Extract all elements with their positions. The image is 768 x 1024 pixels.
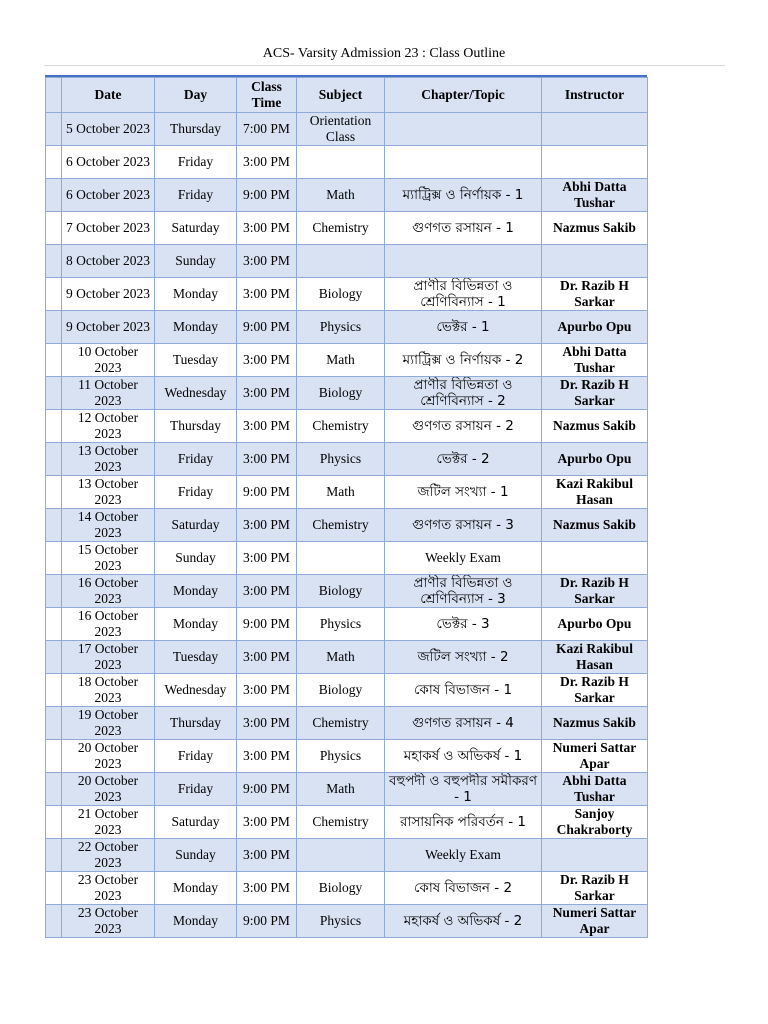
cell-instructor: Nazmus Sakib [542, 707, 648, 740]
cell-date: 13 October 2023 [62, 476, 155, 509]
cell-chapter-topic [385, 146, 542, 179]
cell-chapter-topic: রাসায়নিক পরিবর্তন - 1 [385, 806, 542, 839]
cell-class-time: 3:00 PM [237, 641, 297, 674]
cell-day: Saturday [155, 212, 237, 245]
cell-day: Tuesday [155, 344, 237, 377]
cell-class-time: 3:00 PM [237, 542, 297, 575]
row-gutter [46, 377, 62, 410]
row-gutter [46, 674, 62, 707]
cell-instructor [542, 245, 648, 278]
cell-subject [297, 146, 385, 179]
cell-class-time: 3:00 PM [237, 674, 297, 707]
class-outline-table-container [45, 75, 647, 938]
table-row [46, 773, 648, 806]
header-chapter-topic: Chapter/Topic [385, 78, 542, 113]
table-row [46, 740, 648, 773]
cell-chapter-topic: গুণগত রসায়ন - 2 [385, 410, 542, 443]
cell-day: Thursday [155, 113, 237, 146]
row-gutter [46, 707, 62, 740]
row-gutter [46, 245, 62, 278]
cell-date: 17 October 2023 [62, 641, 155, 674]
table-row [46, 509, 648, 542]
cell-instructor: Dr. Razib H Sarkar [542, 278, 648, 311]
row-gutter [46, 608, 62, 641]
cell-chapter-topic: Weekly Exam [385, 839, 542, 872]
cell-date: 5 October 2023 [62, 113, 155, 146]
cell-instructor: Apurbo Opu [542, 443, 648, 476]
cell-class-time: 9:00 PM [237, 476, 297, 509]
row-gutter [46, 212, 62, 245]
cell-instructor: Dr. Razib H Sarkar [542, 872, 648, 905]
table-row [46, 476, 648, 509]
cell-date: 18 October 2023 [62, 674, 155, 707]
table-row [46, 146, 648, 179]
cell-instructor: Nazmus Sakib [542, 212, 648, 245]
cell-subject: Physics [297, 443, 385, 476]
cell-subject: Chemistry [297, 509, 385, 542]
cell-subject: Math [297, 641, 385, 674]
cell-chapter-topic [385, 113, 542, 146]
cell-date: 15 October 2023 [62, 542, 155, 575]
cell-class-time: 3:00 PM [237, 872, 297, 905]
cell-instructor: Abhi Datta Tushar [542, 179, 648, 212]
cell-subject [297, 839, 385, 872]
row-gutter [46, 410, 62, 443]
table-row [46, 443, 648, 476]
cell-instructor [542, 113, 648, 146]
cell-chapter-topic: গুণগত রসায়ন - 3 [385, 509, 542, 542]
cell-class-time: 3:00 PM [237, 344, 297, 377]
cell-class-time: 3:00 PM [237, 509, 297, 542]
cell-day: Sunday [155, 839, 237, 872]
cell-day: Friday [155, 740, 237, 773]
title-divider [44, 65, 725, 66]
cell-class-time: 3:00 PM [237, 245, 297, 278]
row-gutter [46, 773, 62, 806]
cell-date: 6 October 2023 [62, 179, 155, 212]
cell-day: Friday [155, 146, 237, 179]
cell-day: Tuesday [155, 641, 237, 674]
cell-chapter-topic: জটিল সংখ্যা - 1 [385, 476, 542, 509]
cell-class-time: 9:00 PM [237, 773, 297, 806]
table-row [46, 113, 648, 146]
row-gutter [46, 542, 62, 575]
table-row [46, 674, 648, 707]
cell-date: 12 October 2023 [62, 410, 155, 443]
cell-class-time: 3:00 PM [237, 410, 297, 443]
cell-instructor: Kazi Rakibul Hasan [542, 476, 648, 509]
cell-day: Saturday [155, 509, 237, 542]
cell-date: 19 October 2023 [62, 707, 155, 740]
cell-chapter-topic: গুণগত রসায়ন - 1 [385, 212, 542, 245]
cell-instructor [542, 839, 648, 872]
cell-chapter-topic: প্রাণীর বিভিন্নতা ও শ্রেণিবিন্যাস - 2 [385, 377, 542, 410]
cell-class-time: 3:00 PM [237, 839, 297, 872]
cell-chapter-topic: কোষ বিভাজন - 1 [385, 674, 542, 707]
cell-date: 23 October 2023 [62, 872, 155, 905]
cell-day: Wednesday [155, 377, 237, 410]
cell-date: 14 October 2023 [62, 509, 155, 542]
table-row [46, 905, 648, 938]
table-row [46, 806, 648, 839]
cell-instructor [542, 146, 648, 179]
cell-day: Sunday [155, 245, 237, 278]
cell-chapter-topic: মহাকর্ষ ও অভিকর্ষ - 2 [385, 905, 542, 938]
header-day: Day [155, 78, 237, 113]
cell-day: Monday [155, 608, 237, 641]
cell-subject: Biology [297, 872, 385, 905]
cell-date: 16 October 2023 [62, 575, 155, 608]
table-row [46, 575, 648, 608]
header-date: Date [62, 78, 155, 113]
cell-subject: Physics [297, 608, 385, 641]
cell-class-time: 3:00 PM [237, 212, 297, 245]
cell-instructor: Dr. Razib H Sarkar [542, 377, 648, 410]
cell-class-time: 9:00 PM [237, 905, 297, 938]
cell-chapter-topic: Weekly Exam [385, 542, 542, 575]
cell-date: 13 October 2023 [62, 443, 155, 476]
cell-instructor: Apurbo Opu [542, 608, 648, 641]
cell-instructor: Nazmus Sakib [542, 410, 648, 443]
cell-subject: Chemistry [297, 212, 385, 245]
table-row [46, 212, 648, 245]
header-subject: Subject [297, 78, 385, 113]
cell-date: 21 October 2023 [62, 806, 155, 839]
cell-day: Thursday [155, 707, 237, 740]
cell-date: 9 October 2023 [62, 311, 155, 344]
page-title: ACS- Varsity Admission 23 : Class Outline [262, 46, 506, 61]
cell-chapter-topic: মহাকর্ষ ও অভিকর্ষ - 1 [385, 740, 542, 773]
cell-day: Wednesday [155, 674, 237, 707]
cell-chapter-topic: কোষ বিভাজন - 2 [385, 872, 542, 905]
cell-subject: Chemistry [297, 410, 385, 443]
table-row [46, 377, 648, 410]
row-gutter [46, 278, 62, 311]
cell-subject: Physics [297, 905, 385, 938]
table-body [46, 113, 648, 938]
cell-chapter-topic: ভেক্টর - 2 [385, 443, 542, 476]
cell-class-time: 7:00 PM [237, 113, 297, 146]
cell-date: 20 October 2023 [62, 740, 155, 773]
cell-date: 8 October 2023 [62, 245, 155, 278]
cell-date: 9 October 2023 [62, 278, 155, 311]
cell-instructor: Numeri Sattar Apar [542, 905, 648, 938]
cell-subject [297, 542, 385, 575]
row-gutter [46, 839, 62, 872]
cell-class-time: 3:00 PM [237, 806, 297, 839]
cell-instructor: Dr. Razib H Sarkar [542, 674, 648, 707]
cell-subject: Math [297, 476, 385, 509]
row-gutter [46, 509, 62, 542]
row-gutter [46, 641, 62, 674]
cell-subject: Biology [297, 674, 385, 707]
cell-subject: Physics [297, 740, 385, 773]
table-row [46, 872, 648, 905]
table-row [46, 278, 648, 311]
cell-subject: Math [297, 773, 385, 806]
cell-instructor: Apurbo Opu [542, 311, 648, 344]
row-gutter [46, 113, 62, 146]
header-instructor: Instructor [542, 78, 648, 113]
cell-subject: Biology [297, 377, 385, 410]
cell-day: Friday [155, 443, 237, 476]
cell-chapter-topic: ম্যাট্রিক্স ও নির্ণায়ক - 1 [385, 179, 542, 212]
cell-instructor: Dr. Razib H Sarkar [542, 575, 648, 608]
row-gutter [46, 806, 62, 839]
cell-chapter-topic: জটিল সংখ্যা - 2 [385, 641, 542, 674]
table-row [46, 839, 648, 872]
cell-subject: Orientation Class [297, 113, 385, 146]
cell-date: 11 October 2023 [62, 377, 155, 410]
cell-subject: Chemistry [297, 707, 385, 740]
cell-subject: Math [297, 344, 385, 377]
cell-subject: Math [297, 179, 385, 212]
cell-chapter-topic: প্রাণীর বিভিন্নতা ও শ্রেণিবিন্যাস - 1 [385, 278, 542, 311]
cell-day: Thursday [155, 410, 237, 443]
table-row [46, 311, 648, 344]
cell-class-time: 3:00 PM [237, 278, 297, 311]
row-gutter-header [46, 78, 62, 113]
cell-subject: Chemistry [297, 806, 385, 839]
cell-chapter-topic: ভেক্টর - 3 [385, 608, 542, 641]
cell-day: Monday [155, 905, 237, 938]
table-row [46, 179, 648, 212]
cell-day: Monday [155, 872, 237, 905]
row-gutter [46, 872, 62, 905]
row-gutter [46, 476, 62, 509]
cell-date: 7 October 2023 [62, 212, 155, 245]
class-outline-table [45, 77, 648, 938]
cell-class-time: 3:00 PM [237, 443, 297, 476]
cell-day: Friday [155, 179, 237, 212]
row-gutter [46, 179, 62, 212]
row-gutter [46, 740, 62, 773]
cell-day: Saturday [155, 806, 237, 839]
cell-date: 16 October 2023 [62, 608, 155, 641]
cell-chapter-topic: গুণগত রসায়ন - 4 [385, 707, 542, 740]
cell-instructor: Abhi Datta Tushar [542, 773, 648, 806]
table-row [46, 344, 648, 377]
cell-instructor [542, 542, 648, 575]
cell-subject: Physics [297, 311, 385, 344]
cell-class-time: 3:00 PM [237, 575, 297, 608]
cell-subject: Biology [297, 278, 385, 311]
cell-chapter-topic: ম্যাট্রিক্স ও নির্ণায়ক - 2 [385, 344, 542, 377]
cell-day: Sunday [155, 542, 237, 575]
row-gutter [46, 443, 62, 476]
cell-day: Friday [155, 476, 237, 509]
cell-class-time: 3:00 PM [237, 377, 297, 410]
table-header-row [46, 78, 648, 113]
cell-class-time: 3:00 PM [237, 740, 297, 773]
cell-class-time: 3:00 PM [237, 146, 297, 179]
cell-day: Monday [155, 575, 237, 608]
cell-date: 23 October 2023 [62, 905, 155, 938]
cell-instructor: Numeri Sattar Apar [542, 740, 648, 773]
row-gutter [46, 311, 62, 344]
table-row [46, 542, 648, 575]
table-row [46, 641, 648, 674]
row-gutter [46, 344, 62, 377]
cell-chapter-topic: প্রাণীর বিভিন্নতা ও শ্রেণিবিন্যাস - 3 [385, 575, 542, 608]
cell-class-time: 3:00 PM [237, 707, 297, 740]
cell-date: 20 October 2023 [62, 773, 155, 806]
cell-date: 10 October 2023 [62, 344, 155, 377]
cell-subject: Biology [297, 575, 385, 608]
row-gutter [46, 146, 62, 179]
cell-day: Monday [155, 311, 237, 344]
cell-date: 22 October 2023 [62, 839, 155, 872]
row-gutter [46, 575, 62, 608]
row-gutter [46, 905, 62, 938]
cell-chapter-topic [385, 245, 542, 278]
cell-instructor: Nazmus Sakib [542, 509, 648, 542]
cell-instructor: Sanjoy Chakraborty [542, 806, 648, 839]
cell-class-time: 9:00 PM [237, 608, 297, 641]
cell-day: Monday [155, 278, 237, 311]
cell-date: 6 October 2023 [62, 146, 155, 179]
table-row [46, 608, 648, 641]
cell-subject [297, 245, 385, 278]
table-row [46, 410, 648, 443]
cell-day: Friday [155, 773, 237, 806]
cell-instructor: Kazi Rakibul Hasan [542, 641, 648, 674]
cell-class-time: 9:00 PM [237, 179, 297, 212]
cell-instructor: Abhi Datta Tushar [542, 344, 648, 377]
table-row [46, 245, 648, 278]
cell-chapter-topic: বহুপদী ও বহুপদীর সমীকরণ - 1 [385, 773, 542, 806]
cell-chapter-topic: ভেক্টর - 1 [385, 311, 542, 344]
header-class-time: Class Time [237, 78, 297, 113]
table-row [46, 707, 648, 740]
cell-class-time: 9:00 PM [237, 311, 297, 344]
